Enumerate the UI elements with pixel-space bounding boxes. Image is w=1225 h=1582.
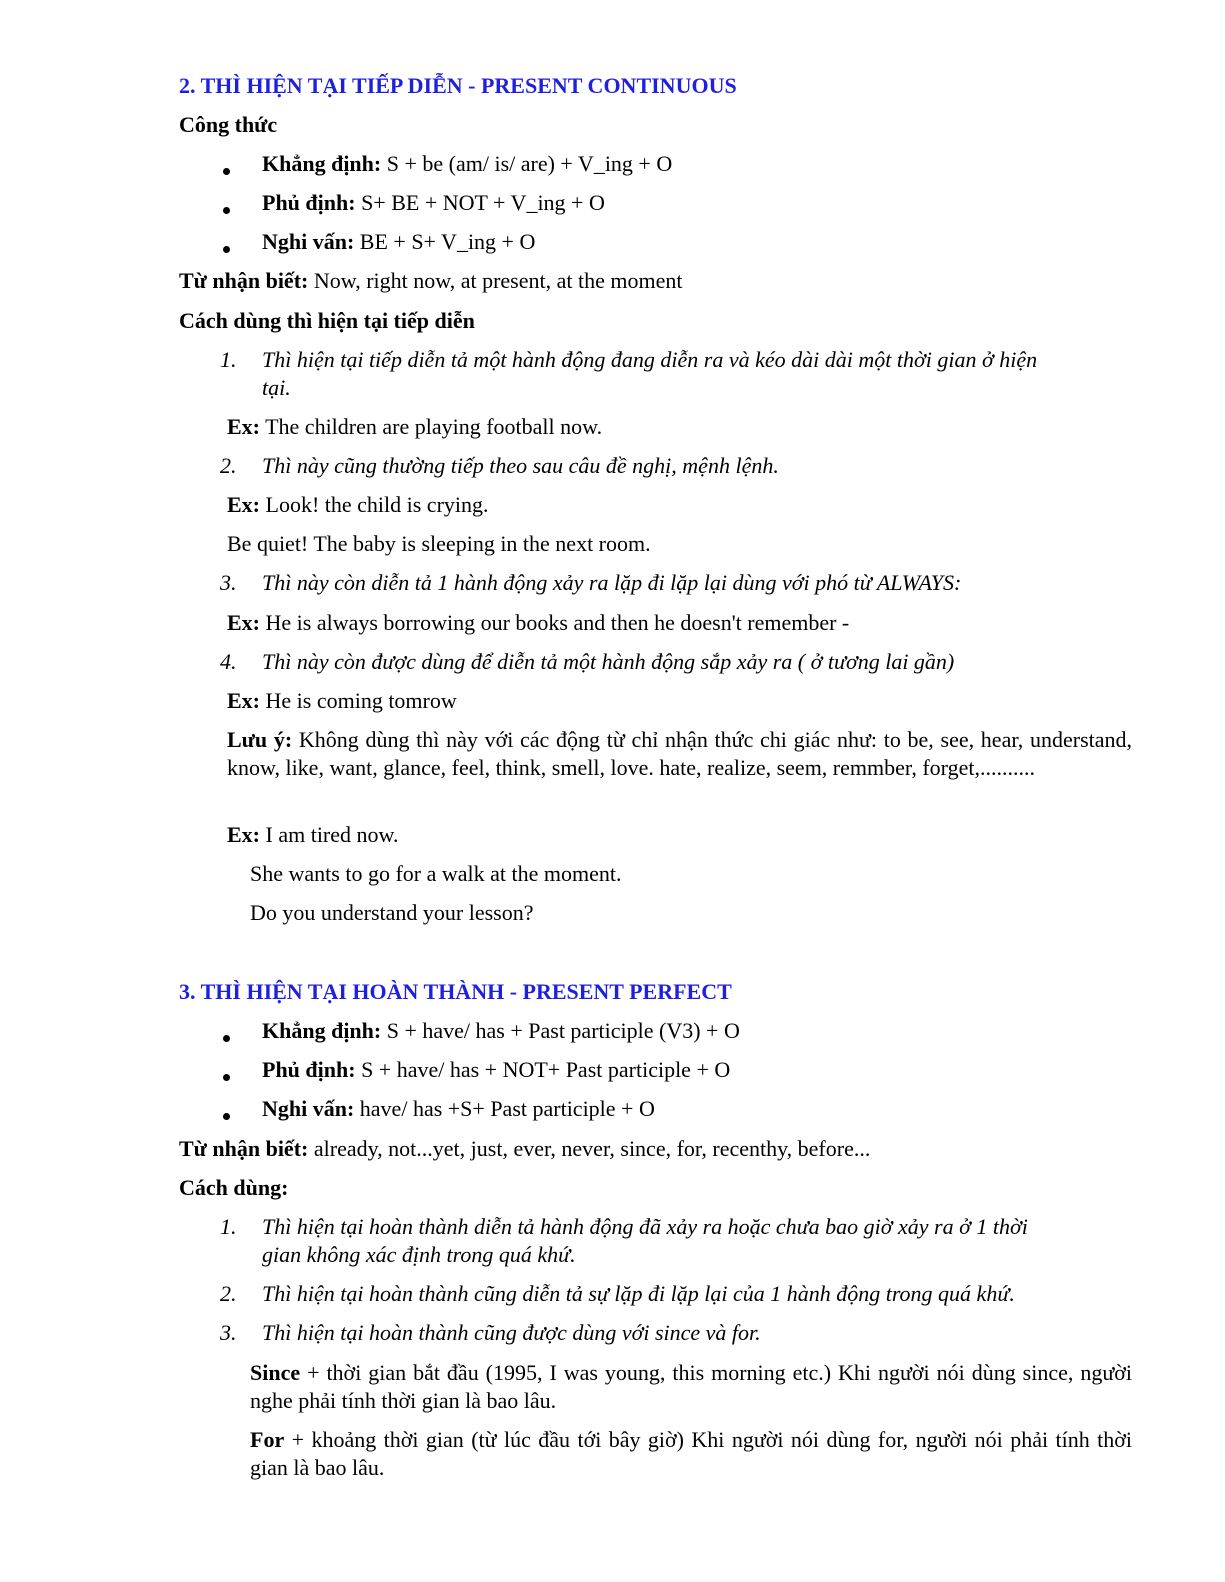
signal-words: Từ nhận biết: Now, right now, at present, at the moment xyxy=(179,268,683,293)
example: Ex: He is coming tomrow xyxy=(227,688,457,713)
usage-number: 2. xyxy=(220,453,237,478)
usage-text: Thì này cũng thường tiếp theo sau câu đề nghị, mệnh lệnh. xyxy=(262,453,779,478)
example: Ex: Look! the child is crying. xyxy=(227,492,489,517)
usage-number: 1. xyxy=(220,1214,237,1239)
usage-text: Thì này còn diễn tả 1 hành động xảy ra lặp đi lặp lại dùng với phó từ ALWAYS: xyxy=(262,570,962,595)
bullet-icon xyxy=(223,1113,230,1120)
usage-text-cont: tại. xyxy=(262,375,291,400)
formula-affirmative: Khẳng định: S + have/ has + Past participle (V3) + O xyxy=(262,1018,740,1043)
usage-text: Thì hiện tại hoàn thành diễn tả hành động đã xảy ra hoặc chưa bao giờ xảy ra ở 1 thời xyxy=(262,1214,1028,1239)
since-paragraph: Since + thời gian bắt đầu (1995, I was young, this morning etc.) Khi người nói dùng since, người nghe phải tính thời gian là bao lâu. xyxy=(250,1360,1132,1413)
example: Do you understand your lesson? xyxy=(250,900,534,925)
for-paragraph: For + khoảng thời gian (từ lúc đầu tới bây giờ) Khi người nói dùng for, người nói phải tính thời gian là bao lâu. xyxy=(250,1427,1132,1480)
section-heading: 3. THÌ HIỆN TẠI HOÀN THÀNH - PRESENT PERFECT xyxy=(179,979,732,1004)
formula-affirmative: Khẳng định: S + be (am/ is/ are) + V_ing + O xyxy=(262,151,673,176)
usage-title: Cách dùng thì hiện tại tiếp diễn xyxy=(179,308,475,333)
bullet-icon xyxy=(223,168,230,175)
usage-number: 4. xyxy=(220,649,237,674)
section-heading: 2. THÌ HIỆN TẠI TIẾP DIỄN - PRESENT CONTINUOUS xyxy=(179,73,737,98)
usage-number: 2. xyxy=(220,1281,237,1306)
example: Ex: He is always borrowing our books and then he doesn't remember - xyxy=(227,610,850,635)
bullet-icon xyxy=(223,1035,230,1042)
example: She wants to go for a walk at the moment. xyxy=(250,861,622,886)
bullet-icon xyxy=(223,207,230,214)
signal-words: Từ nhận biết: already, not...yet, just, ever, never, since, for, recenthy, before... xyxy=(179,1136,871,1161)
usage-text: Thì hiện tại hoàn thành cũng diễn tả sự lặp đi lặp lại của 1 hành động trong quá khứ. xyxy=(262,1281,1015,1306)
usage-text-cont: gian không xác định trong quá khứ. xyxy=(262,1242,576,1267)
bullet-icon xyxy=(223,1074,230,1081)
usage-title: Cách dùng: xyxy=(179,1175,289,1200)
example: Be quiet! The baby is sleeping in the next room. xyxy=(227,531,651,556)
usage-number: 1. xyxy=(220,347,237,372)
usage-text: Thì này còn được dùng để diễn tả một hành động sắp xảy ra ( ở tương lai gần) xyxy=(262,649,955,674)
formula-label: Công thức xyxy=(179,112,278,137)
note-paragraph: Lưu ý: Không dùng thì này với các động từ chỉ nhận thức chi giác như: to be, see, hear, understand, know, like, want, glance, feel, think, smell, love. hate, realize, seem, remmber, forget,.......... xyxy=(227,727,1133,780)
usage-number: 3. xyxy=(220,570,237,595)
formula-interrogative: Nghi vấn: BE + S+ V_ing + O xyxy=(262,229,536,254)
usage-text: Thì hiện tại tiếp diễn tả một hành động đang diễn ra và kéo dài dài một thời gian ở hiện xyxy=(262,347,1038,372)
usage-text: Thì hiện tại hoàn thành cũng được dùng với since và for. xyxy=(262,1320,761,1345)
example: Ex: The children are playing football now. xyxy=(227,414,603,439)
formula-negative: Phủ định: S+ BE + NOT + V_ing + O xyxy=(262,190,605,215)
example: Ex: I am tired now. xyxy=(227,822,399,847)
formula-negative: Phủ định: S + have/ has + NOT+ Past participle + O xyxy=(262,1057,731,1082)
formula-interrogative: Nghi vấn: have/ has +S+ Past participle + O xyxy=(262,1096,655,1121)
bullet-icon xyxy=(223,246,230,253)
usage-number: 3. xyxy=(220,1320,237,1345)
